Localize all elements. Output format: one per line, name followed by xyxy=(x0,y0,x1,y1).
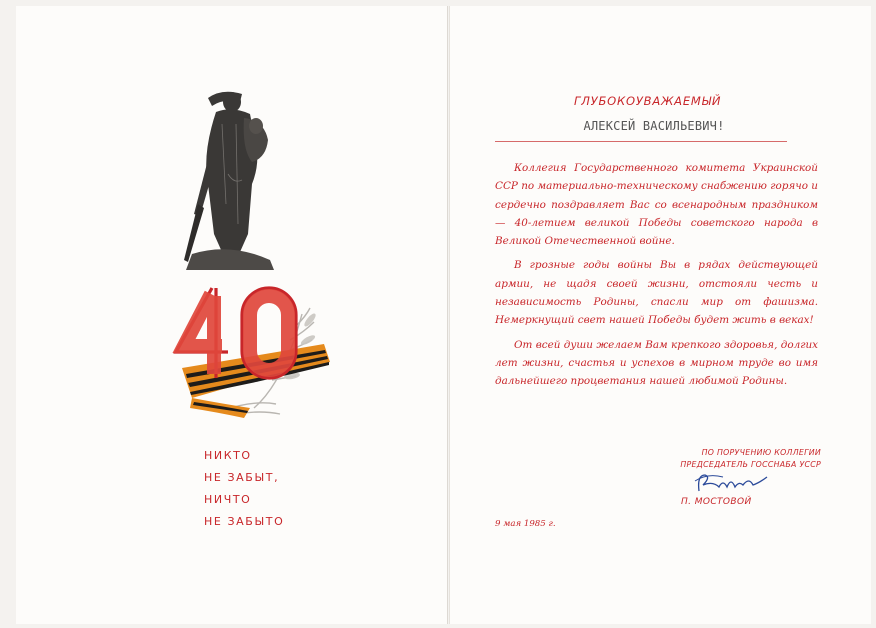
motto-text xyxy=(204,445,284,533)
motto-line: НЕ ЗАБЫТ, xyxy=(204,471,280,484)
letter-paragraph: От всей души желаем Вам крепкого здоровья, долгих лет жизни, счастья и успехов в мирном труде во имя дальнейшего процветания нашей любимой Родины. xyxy=(495,338,818,388)
letter-body xyxy=(495,159,818,397)
anniversary-40-emblem xyxy=(164,282,344,422)
recipient-name: АЛЕКСЕЙ ВАСИЛЬЕВИЧ! xyxy=(583,119,725,133)
right-page xyxy=(449,6,871,624)
letter-paragraph: В грозные годы войны Вы в рядах действующей армии, не щадя своей жизни, отстояли честь и независимость Родины, спасли мир от фашизма. Немеркнущий свет нашей Победы будет жить в веках! xyxy=(495,259,818,327)
motto-line: НИКТО xyxy=(204,449,252,462)
letter-paragraph: Коллегия Государственного комитета Украинской ССР по материально-техническому снабжению горячо и сердечно поздравляет Вас со всенародным праздником — 40-летием великой Победы советского народа в Великой Отечественной войне. xyxy=(495,162,818,248)
soldier-monument-image xyxy=(182,84,278,280)
motto-line: НЕ ЗАБЫТО xyxy=(204,515,285,528)
signatory-role-line: ПО ПОРУЧЕНИЮ КОЛЛЕГИИ xyxy=(701,448,821,457)
left-page xyxy=(16,6,448,624)
handwritten-signature-image xyxy=(693,469,773,497)
letter-date: 9 мая 1985 г. xyxy=(495,519,556,529)
signatory-role xyxy=(599,447,821,471)
signatory-role-line: ПРЕДСЕДАТЕЛЬ ГОССНАБА УССР xyxy=(680,460,821,469)
salutation-heading: ГЛУБОКОУВАЖАЕМЫЙ xyxy=(574,94,722,108)
divider-line xyxy=(495,141,787,142)
signatory-name: П. МОСТОВОЙ xyxy=(681,497,752,507)
motto-line: НИЧТО xyxy=(204,493,252,506)
